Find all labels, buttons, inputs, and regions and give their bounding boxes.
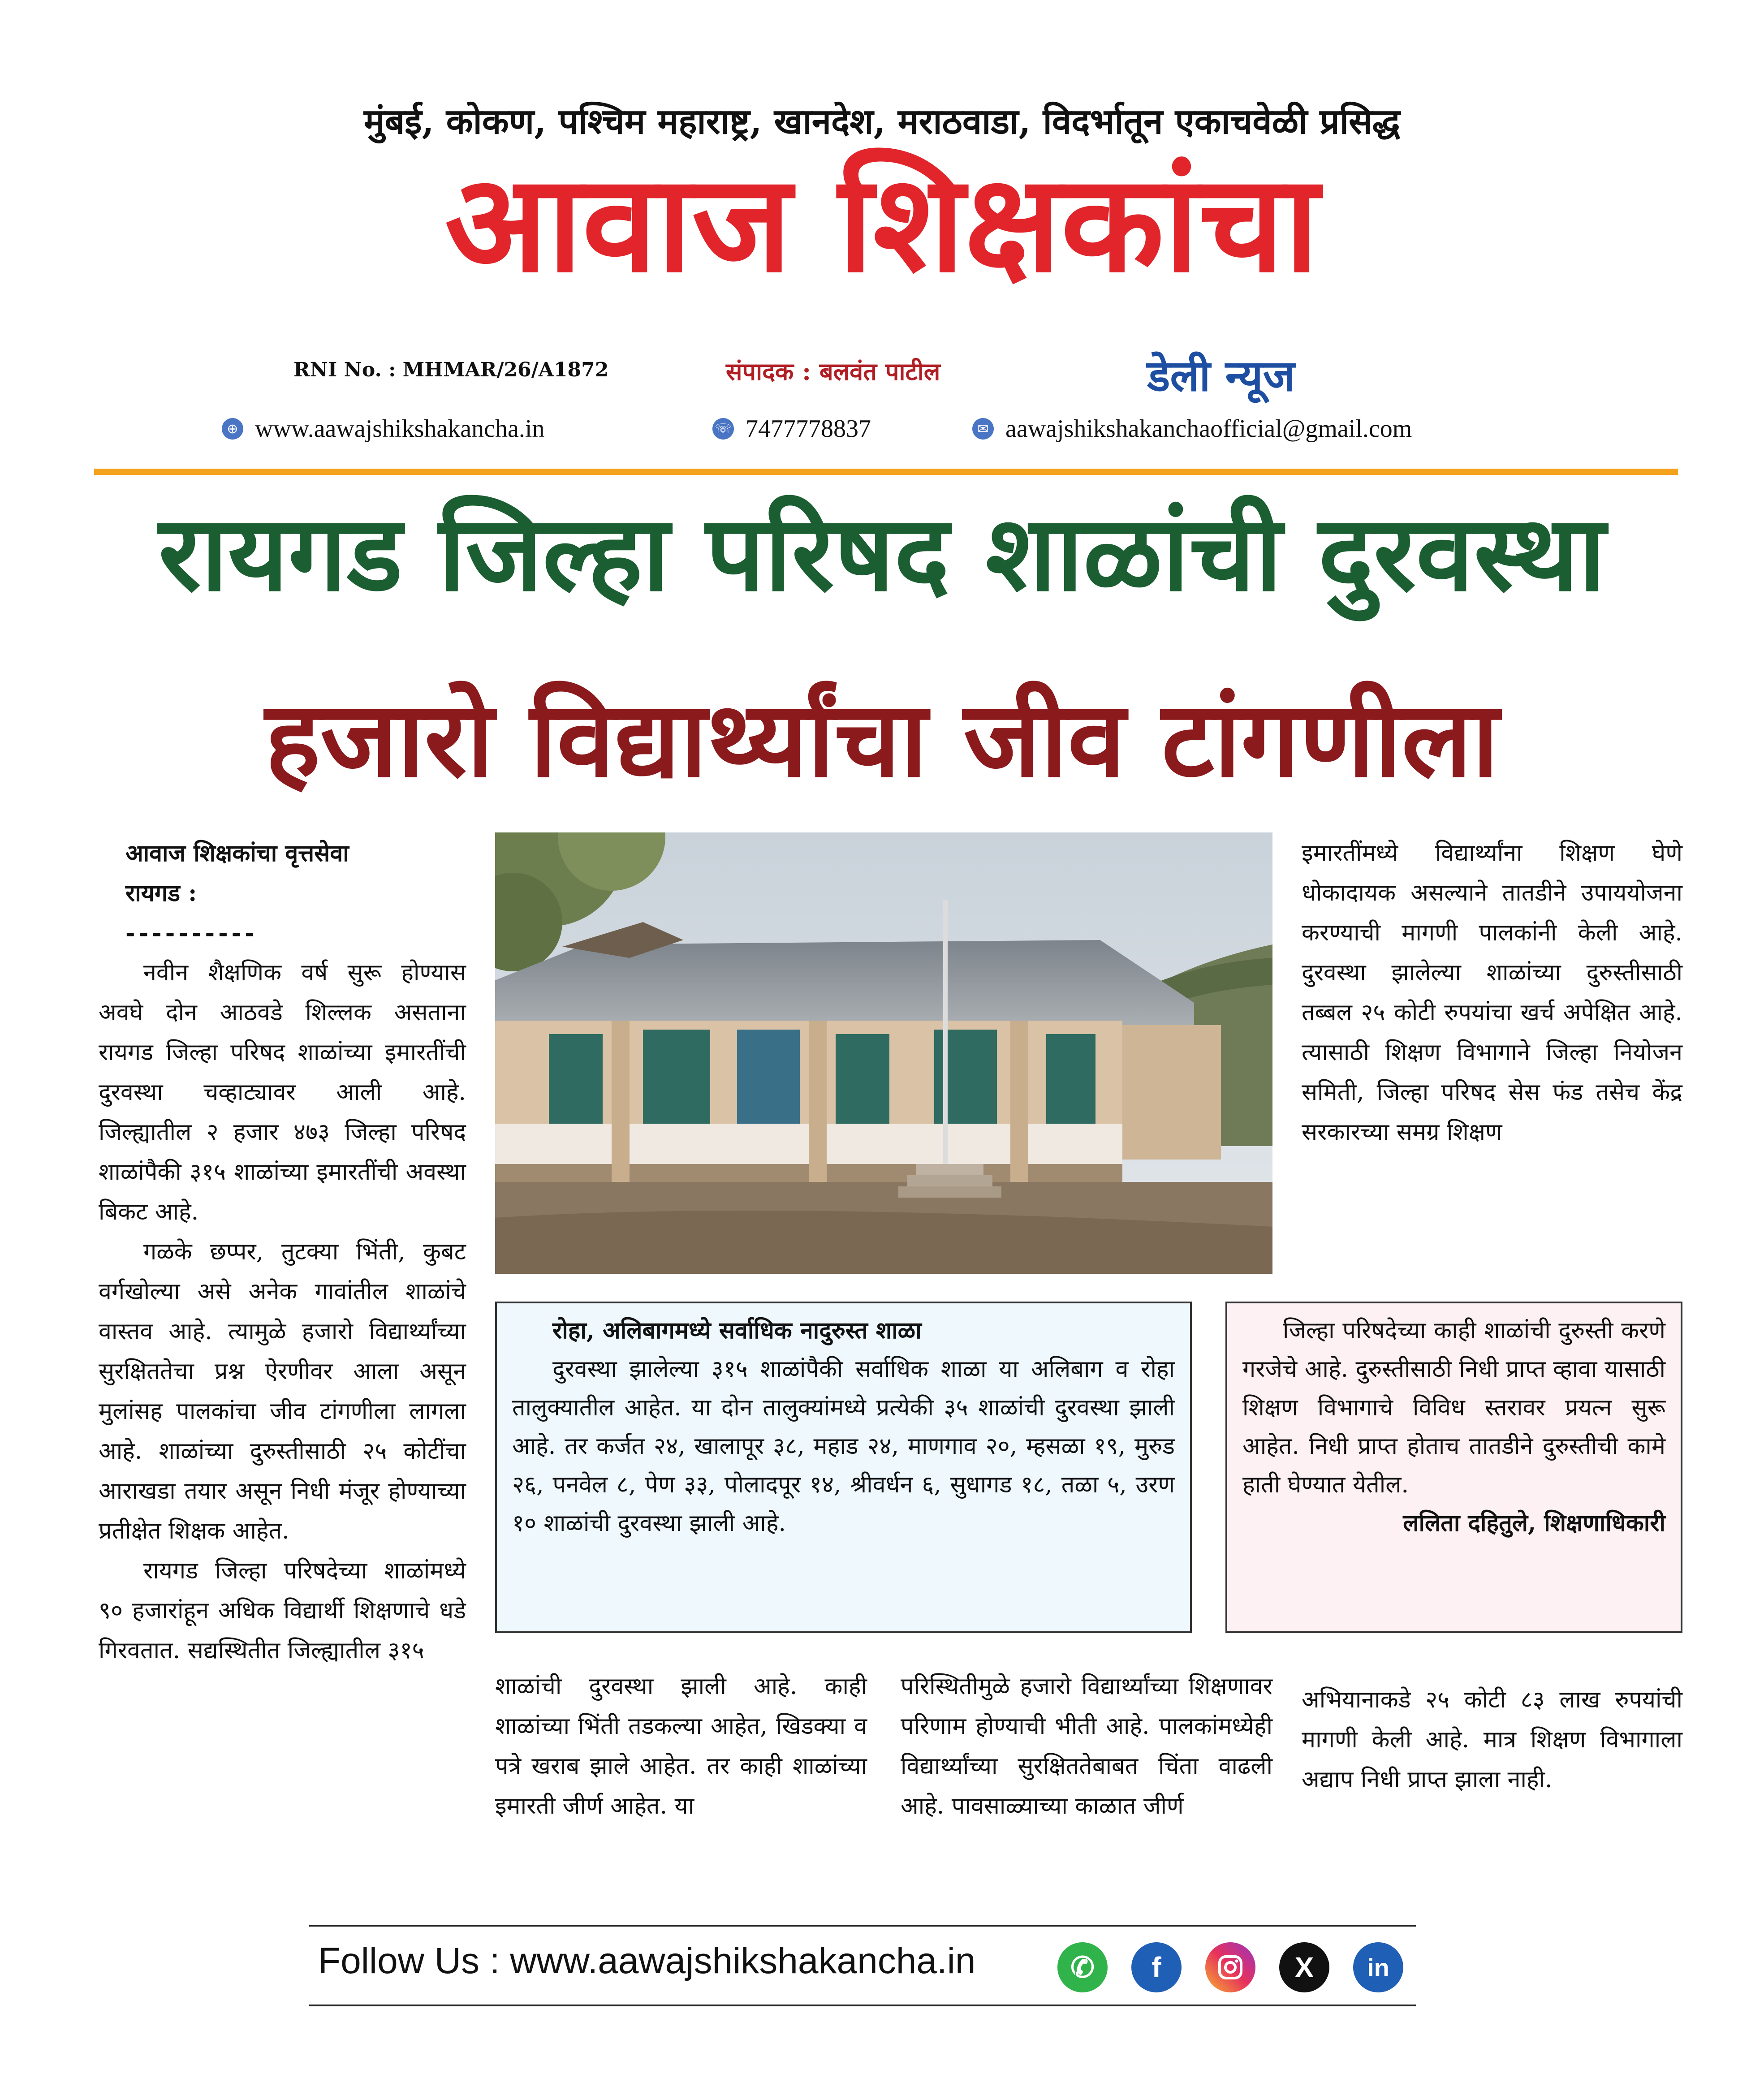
website-contact[interactable] bbox=[222, 414, 544, 443]
masthead-title: आवाज शिक्षकांचा bbox=[444, 146, 1320, 302]
mail-icon: ✉ bbox=[972, 418, 994, 440]
school-building-photo bbox=[495, 832, 1272, 1274]
footer-top-rule bbox=[309, 1925, 1416, 1927]
linkedin-icon[interactable] bbox=[1353, 1942, 1403, 1992]
daily-news-label: डेली न्यूज bbox=[1147, 351, 1295, 401]
linkedin-glyph: in bbox=[1367, 1953, 1389, 1982]
phone-icon: ☏ bbox=[712, 418, 734, 440]
box2-body: जिल्हा परिषदेच्या काही शाळांची दुरुस्ती करणे गरजेचे आहे. दुरुस्तीसाठी निधी प्राप्त व्हावा यासाठी शिक्षण विभागाचे विविध स्तरावर प्रयत्न सुरू आहेत. निधी प्राप्त होताच तातडीने दुरुस्तीची कामे हाती घेण्यात येतील. bbox=[1242, 1317, 1665, 1498]
byline-agency: आवाज शिक्षकांचा वृत्तसेवा bbox=[125, 840, 349, 867]
facebook-glyph: f bbox=[1152, 1951, 1161, 1983]
follow-us-link[interactable]: Follow Us : www.aawajshikshakancha.in bbox=[318, 1940, 976, 1981]
article-paragraph-2: गळके छप्पर, तुटक्या भिंती, कुबट वर्गखोल्या असे अनेक गावांतील शाळांचे वास्तव आहे. त्यामुळे हजारो विद्यार्थ्यांच्या सुरक्षिततेचा प्रश्न ऐरणीवर आला असून मुलांसह पालकांचा जीव टांगणीला लागला आहे. शाळांच्या दुरुस्तीसाठी २५ कोटींचा आराखडा तयार असून निधी मंजूर होण्याच्या प्रतीक्षेत शिक्षक आहेत. bbox=[99, 1238, 466, 1544]
x-icon[interactable] bbox=[1279, 1942, 1329, 1992]
facebook-icon[interactable] bbox=[1131, 1942, 1182, 1992]
whatsapp-icon[interactable]: ✆ bbox=[1057, 1942, 1108, 1992]
header-divider bbox=[94, 469, 1678, 475]
article-column-1 bbox=[99, 833, 466, 1671]
website-link[interactable]: www.aawajshikshakancha.in bbox=[255, 415, 545, 443]
email-contact[interactable] bbox=[972, 414, 1412, 443]
sidebar-box-roha-alibag bbox=[495, 1302, 1192, 1633]
article-column-3 bbox=[901, 1667, 1272, 1826]
phone-contact[interactable] bbox=[712, 414, 871, 443]
article-column-4-top bbox=[1302, 833, 1682, 1152]
footer-bottom-rule bbox=[309, 2005, 1416, 2006]
article-column-3-text: परिस्थितीमुळे हजारो विद्यार्थ्यांच्या शिक्षणावर परिणाम होण्याची भीती आहे. पालकांमध्येही विद्यार्थ्यांच्या सुरक्षिततेबाबत चिंता वाढली आहे. पावसाळ्याच्या काळात जीर्ण bbox=[901, 1673, 1272, 1819]
article-column-4-bottom bbox=[1302, 1680, 1682, 1800]
box1-body: दुरवस्था झालेल्या ३१५ शाळांपैकी सर्वाधिक शाळा या अलिबाग व रोहा तालुक्यातील आहेत. या दोन तालुक्यांमध्ये प्रत्येकी ३५ शाळांची दुरवस्था झाली आहे. तर कर्जत २४, खालापूर ३८, महाड २४, माणगाव २०, म्हसळा १९, मुरुड २६, पनवेल ८, पेण ३३, पोलादपूर १४, श्रीवर्धन ६, सुधागड १८, तळा ५, उरण १० शाळांची दुरवस्था झाली आहे. bbox=[512, 1356, 1175, 1537]
article-column-4-text: इमारतींमध्ये विद्यार्थ्यांना शिक्षण घेणे धोकादायक असल्याने तातडीने उपाययोजना करण्याची मागणी पालकांनी केली आहे. दुरवस्था झालेल्या शाळांच्या दुरुस्तीसाठी तब्बल २५ कोटी रुपयांचा खर्च अपेक्षित आहे. त्यासाठी शिक्षण विभागाने जिल्हा नियोजन समिती, जिल्हा परिषद सेस फंड तसेच केंद्र सरकारच्या समग्र शिक्षण bbox=[1302, 840, 1682, 1146]
article-column-4b-text: अभियानाकडे २५ कोटी ८३ लाख रुपयांची मागणी केली आहे. मात्र शिक्षण विभागाला अद्याप निधी प्राप्त झाला नाही. bbox=[1302, 1686, 1682, 1793]
box2-signature: ललिता दहितुले, शिक्षणाधिकारी bbox=[1403, 1509, 1665, 1537]
article-column-2-text: शाळांची दुरवस्था झाली आहे. काही शाळांच्या भिंती तडकल्या आहेत, खिडक्या व पत्रे खराब झाले आहेत. तर काही शाळांच्या इमारती जीर्ण आहेत. या bbox=[495, 1673, 867, 1819]
byline-location: रायगड : bbox=[125, 879, 197, 907]
sidebar-box-official-quote bbox=[1225, 1302, 1682, 1633]
headline-line-2: हजारो विद्यार्थ्यांचा जीव टांगणीला bbox=[265, 679, 1499, 800]
x-glyph: X bbox=[1294, 1951, 1314, 1983]
phone-number[interactable]: 7477778837 bbox=[746, 415, 871, 443]
instagram-icon[interactable] bbox=[1205, 1942, 1255, 1992]
byline-separator: ---------- bbox=[125, 919, 258, 947]
box1-title: रोहा, अलिबागमध्ये सर्वाधिक नादुरुस्त शाळा bbox=[552, 1317, 922, 1344]
headline-line-1: रायगड जिल्हा परिषद शाळांची दुरवस्था bbox=[158, 493, 1606, 614]
tagline: मुंबई, कोकण, पश्चिम महाराष्ट्र, खानदेश, मराठवाडा, विदर्भातून एकाचवेळी प्रसिद्ध bbox=[363, 101, 1400, 142]
article-paragraph-3: रायगड जिल्हा परिषदेच्या शाळांमध्ये ९० हजारांहून अधिक विद्यार्थी शिक्षणाचे धडे गिरवतात. सद्यस्थितीत जिल्ह्यातील ३१५ bbox=[99, 1557, 466, 1664]
article-paragraph-1: नवीन शैक्षणिक वर्ष सुरू होण्यास अवघे दोन आठवडे शिल्लक असताना रायगड जिल्हा परिषद शाळांच्या इमारतींची दुरवस्था चव्हाट्यावर आली आहे. जिल्ह्यातील २ हजार ४७३ जिल्हा परिषद शाळांपैकी ३१५ शाळांच्या इमारतींची अवस्था बिकट आहे. bbox=[99, 959, 466, 1225]
editor-name: संपादक : बलवंत पाटील bbox=[726, 357, 940, 386]
article-column-2 bbox=[495, 1667, 867, 1826]
globe-icon: ⊕ bbox=[222, 418, 243, 440]
rni-number: RNI No. : MHMAR/26/A1872 bbox=[293, 358, 609, 381]
email-address[interactable]: aawajshikshakanchaofficial@gmail.com bbox=[1005, 415, 1412, 443]
